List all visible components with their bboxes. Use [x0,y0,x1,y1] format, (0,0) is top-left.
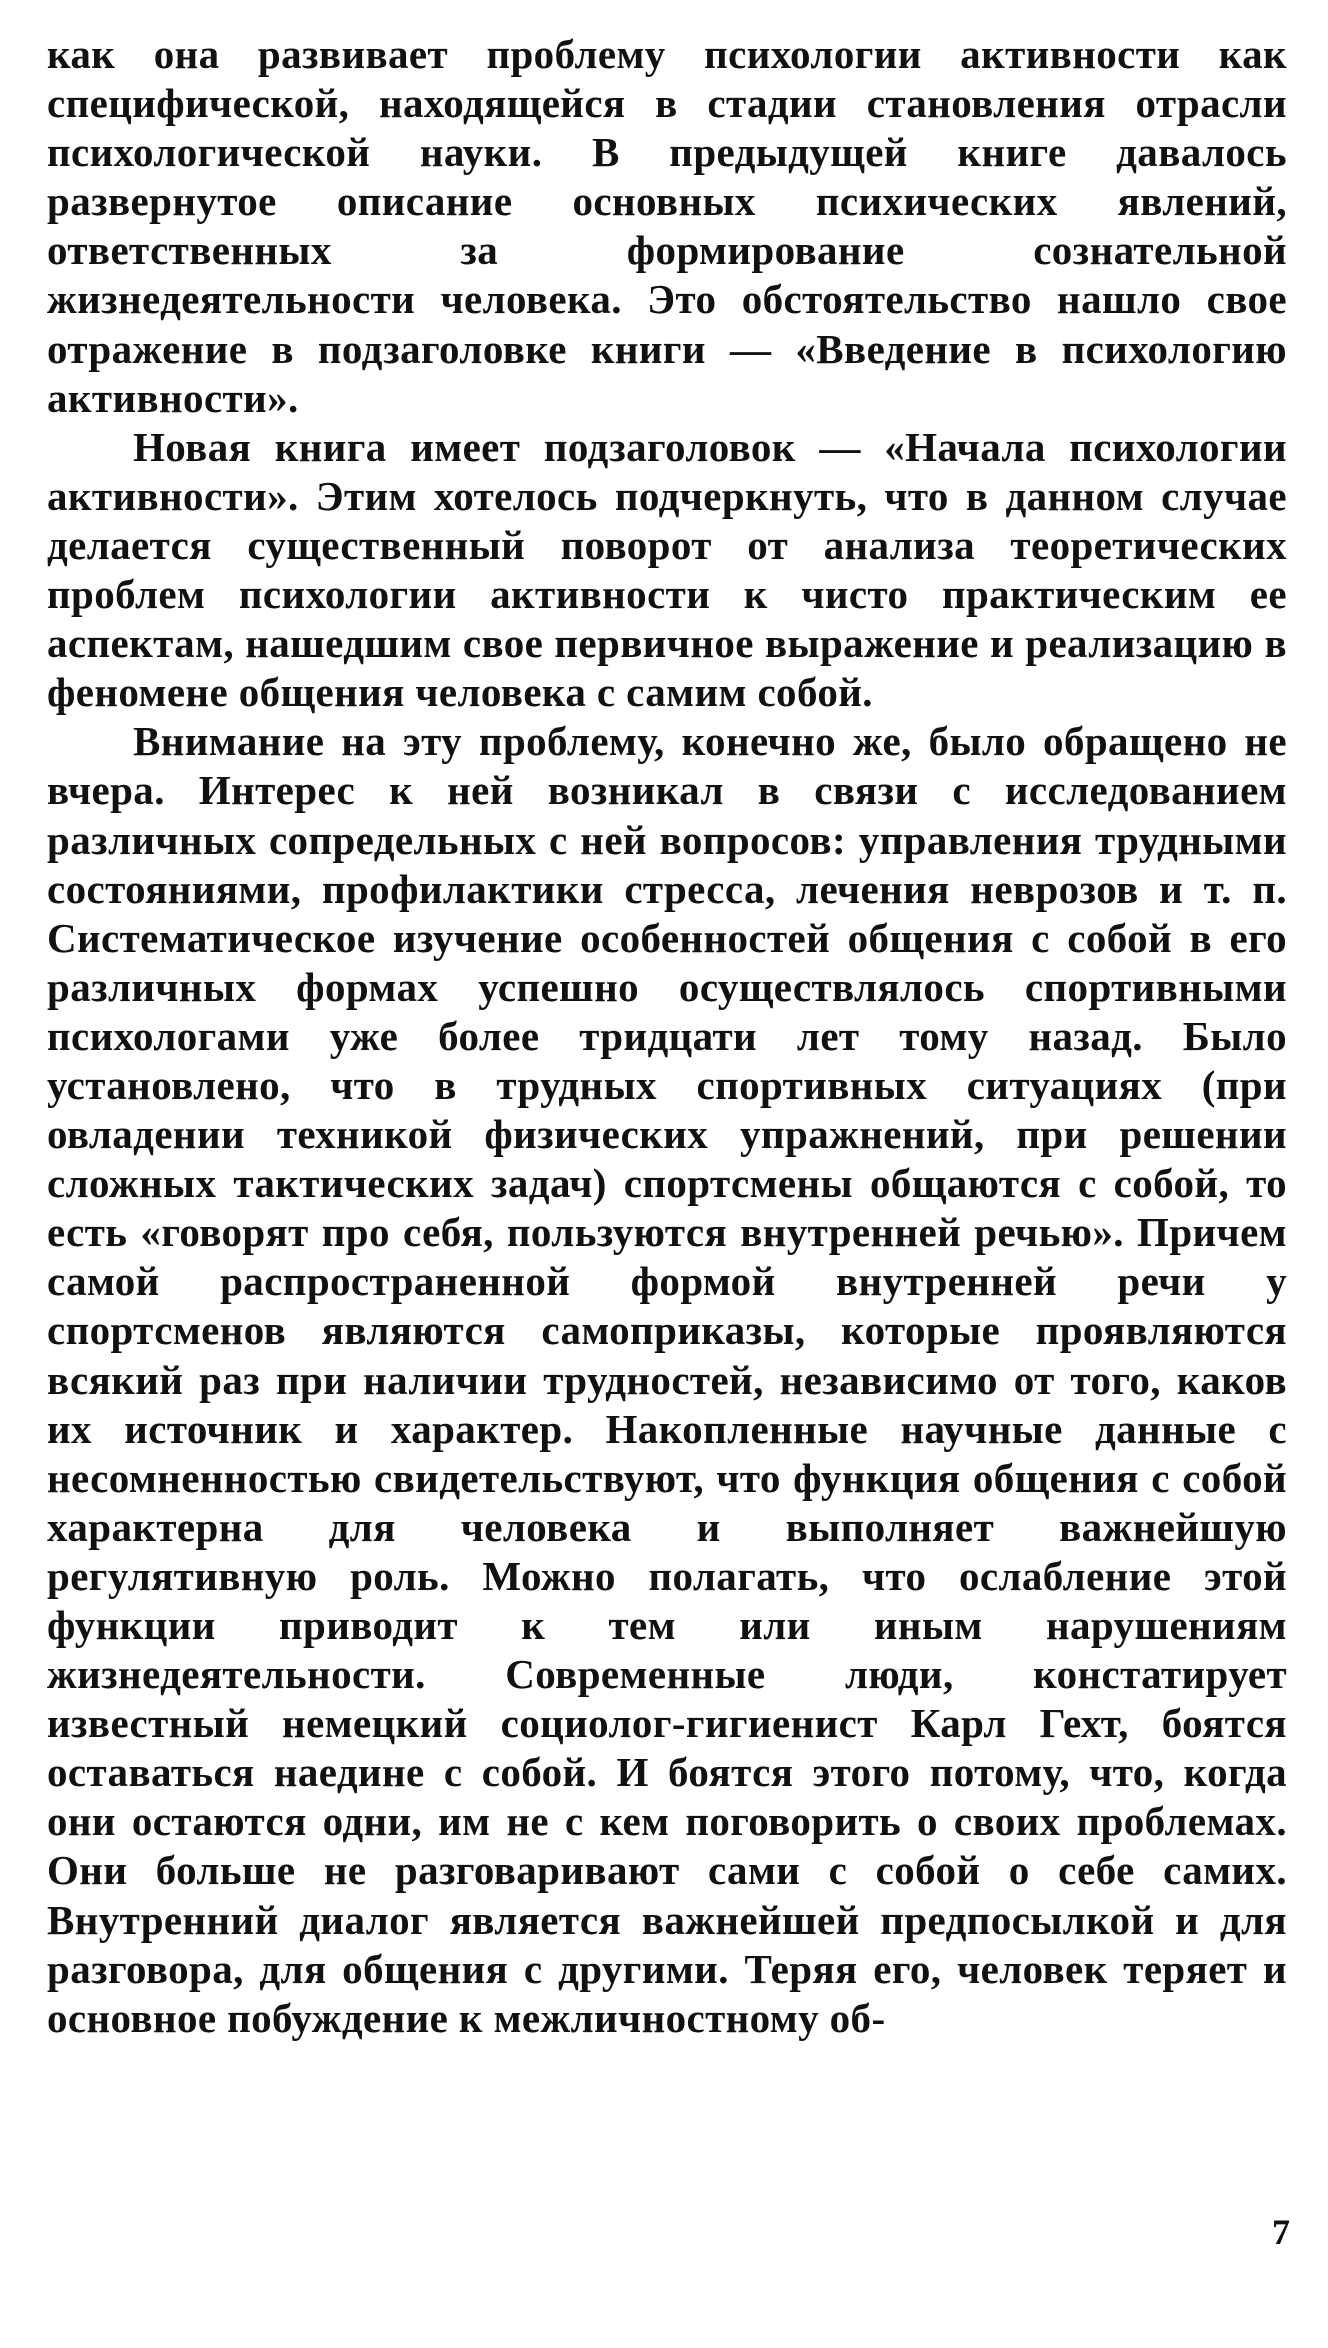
page-number: 7 [1272,2212,1290,2252]
paragraph-1: как она развивает проблему психологии активности как специфической, находящейся в стадии становления отрасли психологической науки. В предыдущей книге давалось развернутое описание основных психических явлений, ответственных за формирование сознательной жизнедеятельности человека. Это обстоятельство нашло свое отражение в подзаголовке книги — «Введение в психологию активности». [47,31,1287,421]
body-text [47,30,1287,2043]
paragraph-3: Внимание на эту проблему, конечно же, было обращено не вчера. Интерес к ней возникал в связи с исследованием различных сопредельных с ней вопросов: управления трудными состояниями, профилактики стресса, лечения неврозов и т. п. Систематическое изучение особенностей общения с собой в его различных формах успешно осуществлялось спортивными психологами уже более тридцати лет тому назад. Было установлено, что в трудных спортивных ситуациях (при овладении техникой физических упражнений, при решении сложных тактических задач) спортсмены общаются с собой, то есть «говорят про себя, пользуются внутренней речью». Причем самой распространенной формой внутренней речи у спортсменов являются самоприказы, которые проявляются всякий раз при наличии трудностей, независимо от того, каков их источник и характер. Накопленные научные данные с несомненностью свидетельствуют, что функция общения с собой характерна для человека и выполняет важнейшую регулятивную роль. Можно полагать, что ослабление этой функции приводит к тем или иным нарушениям жизнедеятельности. Современные люди, констатирует известный немецкий социолог-гигиенист Карл Гехт, боятся оставаться наедине с собой. И боятся этого потому, что, когда они остаются одни, им не с кем поговорить о своих проблемах. Они больше не разговаривают сами с собой о себе самих. Внутренний диалог является важнейшей предпосылкой и для разговора, для общения с другими. Теряя его, человек теряет и основное побуждение к межличностному об- [47,718,1287,2041]
paragraph-2: Новая книга имеет подзаголовок — «Начала психологии активности». Этим хотелось подчеркнуть, что в данном случае делается существенный поворот от анализа теоретических проблем психологии активности к чисто практическим ее аспектам, нашедшим свое первичное выражение и реализацию в феномене общения человека с самим собой. [47,423,1287,716]
